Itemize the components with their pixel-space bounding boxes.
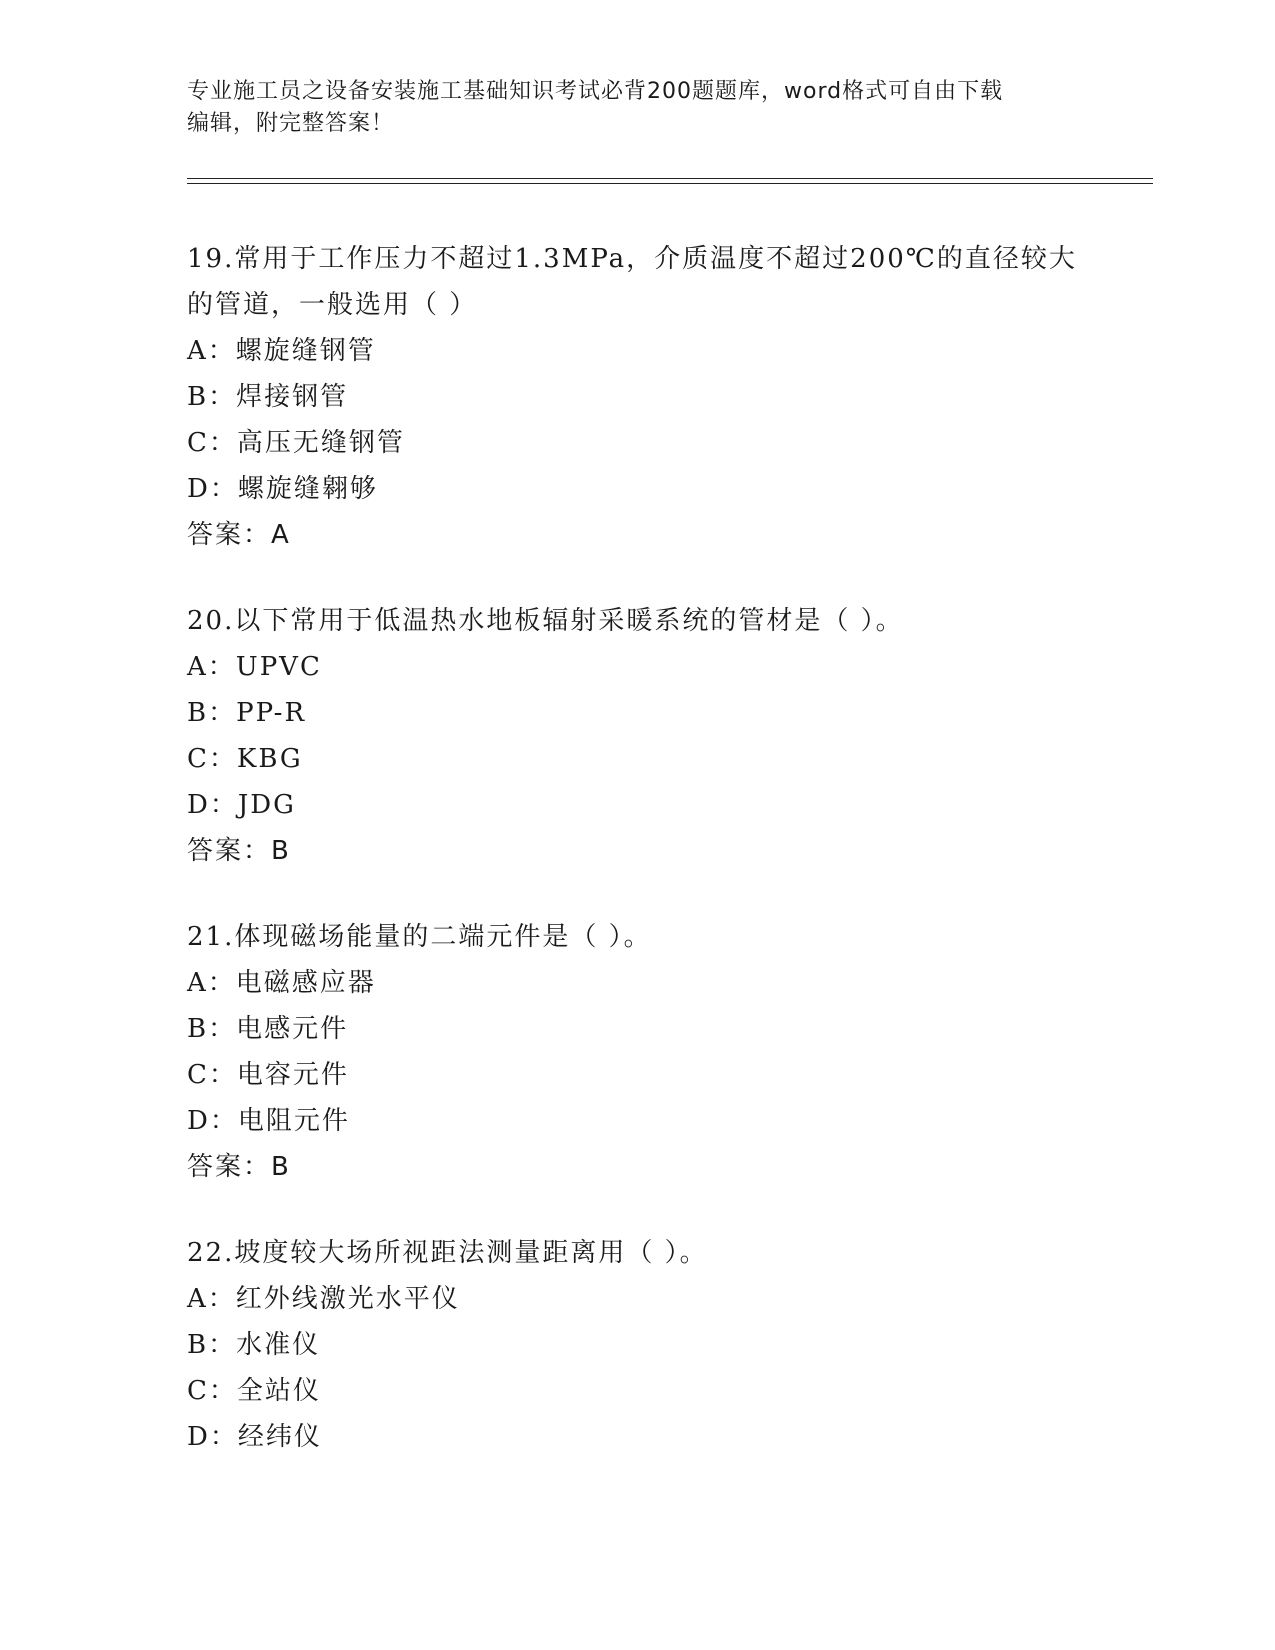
option-a: A：电磁感应器 — [187, 968, 376, 998]
option-a: A：红外线激光水平仪 — [187, 1284, 460, 1314]
option-d: D：电阻元件 — [187, 1106, 350, 1136]
question-text-line: 22.坡度较大场所视距法测量距离用（ ）。 — [187, 1238, 708, 1268]
option-b: B：电感元件 — [187, 1014, 349, 1044]
option-b: B：焊接钢管 — [187, 382, 349, 412]
header-rule-top — [187, 178, 1153, 179]
question-list — [187, 236, 1087, 1500]
question-22 — [187, 1230, 1087, 1460]
option-b: B：水准仪 — [187, 1330, 321, 1360]
question-21 — [187, 914, 1087, 1190]
document-header — [187, 76, 1067, 140]
option-d: D：JDG — [187, 790, 296, 820]
option-c: C：高压无缝钢管 — [187, 428, 405, 458]
option-d: D：经纬仪 — [187, 1422, 322, 1452]
option-b: B：PP-R — [187, 698, 307, 728]
answer: 答案：B — [187, 1152, 291, 1182]
header-line-2: 编辑，附完整答案！ — [187, 111, 395, 136]
option-c: C：全站仪 — [187, 1376, 321, 1406]
question-text-line: 19.常用于工作压力不超过1.3MPa，介质温度不超过200℃的直径较大 — [187, 244, 1077, 274]
option-c: C：KBG — [187, 744, 303, 774]
question-20 — [187, 598, 1087, 874]
question-text-line: 21.体现磁场能量的二端元件是（ ）。 — [187, 922, 652, 952]
question-text-line: 20.以下常用于低温热水地板辐射采暖系统的管材是（ ）。 — [187, 606, 904, 636]
option-a: A：螺旋缝钢管 — [187, 336, 376, 366]
answer: 答案：A — [187, 520, 291, 550]
header-rule-bottom — [187, 183, 1153, 184]
option-a: A：UPVC — [187, 652, 322, 682]
header-line-1: 专业施工员之设备安装施工基础知识考试必背200题题库，word格式可自由下载 — [187, 79, 1004, 104]
option-c: C：电容元件 — [187, 1060, 349, 1090]
question-19 — [187, 236, 1087, 558]
answer: 答案：B — [187, 836, 291, 866]
option-d: D：螺旋缝翱够 — [187, 474, 378, 504]
question-text-line: 的管道，一般选用（ ） — [187, 290, 478, 320]
